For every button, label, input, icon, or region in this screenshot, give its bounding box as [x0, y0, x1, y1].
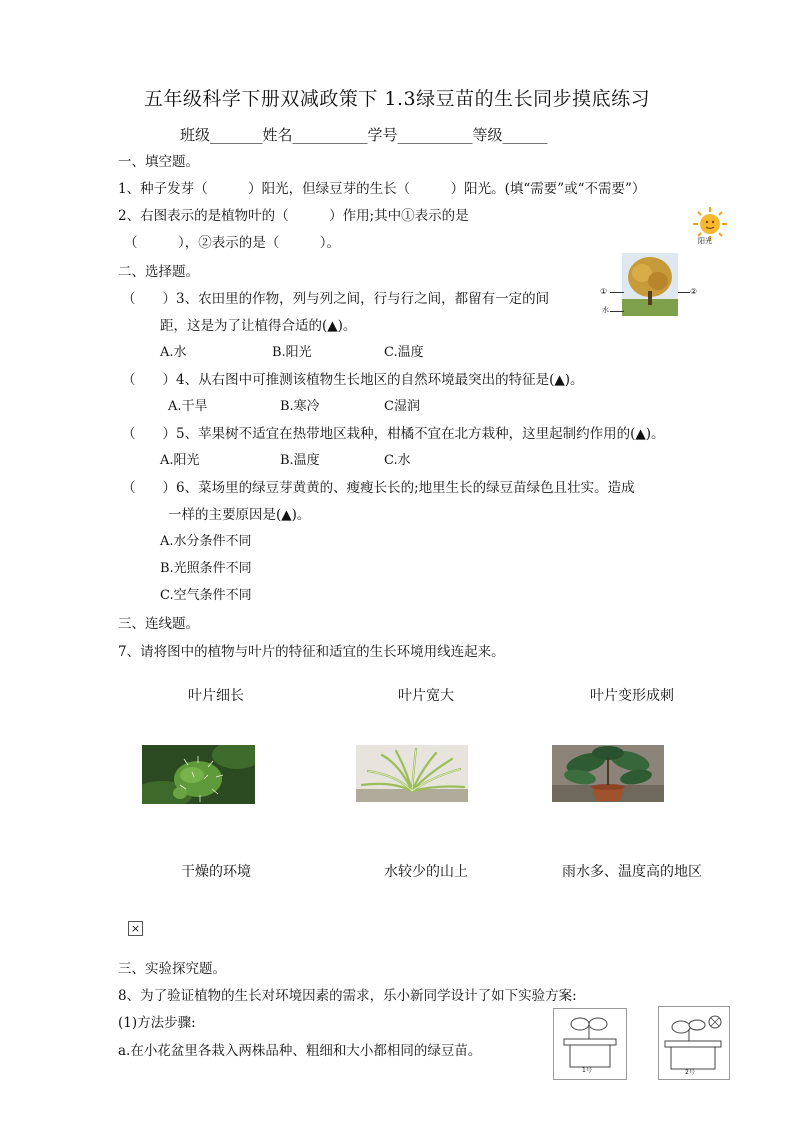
- question-8: 8、为了验证植物的生长对环境因素的需求，乐小新同学设计了如下实验方案:: [118, 988, 577, 1004]
- question-6-option-b: B.光照条件不同: [160, 561, 252, 576]
- tree-marker-2: ②: [690, 287, 698, 296]
- sun-label: 阳光: [698, 237, 712, 245]
- question-5-option-b: B.温度: [280, 453, 320, 468]
- page-title: 五年级科学下册双减政策下 1.3绿豆苗的生长同步摸底练习: [143, 88, 651, 110]
- question-3-option-b: B.阳光: [272, 345, 312, 360]
- environment-rainy-hot: 雨水多、温度高的地区: [562, 864, 702, 880]
- leaf-feature-spines: 叶片变形成刺: [590, 688, 674, 704]
- question-3-option-c: C.温度: [384, 345, 424, 360]
- question-3-line-2: 距，这是为了让植得合适的(▲)。: [160, 318, 357, 334]
- question-6-line-2: 一样的主要原因是(▲)。: [168, 507, 311, 523]
- question-6-option-c: C.空气条件不同: [160, 588, 252, 603]
- question-2-line-2: （ ），②表示的是（ ）。: [124, 235, 340, 251]
- student-info-line: 班级_______姓名__________学号__________等级______: [180, 126, 548, 144]
- spider-plant-photo: [356, 745, 468, 802]
- question-5: （ ）5、苹果树不适宜在热带地区栽种，柑橘不宜在北方栽种，这里起制约作用的(▲)。: [122, 426, 665, 442]
- question-2-line-1: 2、右图表示的是植物叶的（ ）作用;其中①表示的是: [118, 208, 469, 224]
- question-4-option-c: C湿润: [384, 399, 420, 414]
- question-5-option-a: A.阳光: [160, 453, 200, 468]
- pot-1-label: 1号: [582, 1067, 592, 1074]
- question-4: （ ）4、从右图中可推测该植物生长地区的自然环境最突出的特征是(▲)。: [122, 372, 584, 388]
- autumn-tree-photo: [622, 253, 678, 316]
- pot-2-label: 2号: [685, 1069, 695, 1076]
- question-7: 7、请将图中的植物与叶片的特征和适宜的生长环境用线连起来。: [118, 644, 505, 660]
- question-3-line-1: （ ）3、农田里的作物，列与列之间，行与行之间，都留有一定的间: [122, 291, 550, 307]
- section-heading-experiment: 三、实验探究题。: [118, 961, 226, 977]
- question-6-option-a: A.水分条件不同: [160, 534, 252, 549]
- tree-marker-water-line: [610, 311, 624, 312]
- pot-diagram-1: [553, 1008, 627, 1080]
- method-steps-label: (1)方法步骤:: [118, 1015, 196, 1031]
- leaf-feature-narrow: 叶片细长: [188, 688, 244, 704]
- section-heading-matching: 三、连线题。: [118, 616, 199, 632]
- broken-image-icon: ×: [128, 921, 143, 936]
- step-a: a.在小花盆里各栽入两株品种、粗细和大小都相同的绿豆苗。: [118, 1043, 482, 1059]
- tree-marker-1: ①: [600, 287, 608, 296]
- question-1: 1、种子发芽（ ）阳光，但绿豆芽的生长（ ）阳光。(填“需要”或“不需要”）: [118, 181, 646, 197]
- tree-marker-2-line: [678, 292, 690, 293]
- question-6-line-1: （ ）6、菜场里的绿豆芽黄黄的、瘦瘦长长的;地里生长的绿豆苗绿色且壮实。造成: [122, 480, 635, 496]
- tree-marker-1-line: [610, 292, 624, 293]
- cactus-photo: [142, 745, 255, 804]
- question-4-option-a: A.干旱: [168, 399, 208, 414]
- section-heading-multiple-choice: 二、选择题。: [118, 264, 199, 280]
- pot-diagram-2: [658, 1006, 730, 1080]
- question-5-option-c: C.水: [384, 453, 411, 468]
- question-4-option-b: B.寒冷: [280, 399, 320, 414]
- environment-mountain: 水较少的山上: [384, 864, 468, 880]
- environment-dry: 干燥的环境: [181, 864, 251, 880]
- section-heading-fill-blank: 一、填空题。: [118, 154, 199, 170]
- question-3-option-a: A.水: [160, 345, 187, 360]
- rubber-plant-photo: [552, 745, 664, 802]
- tree-marker-water: 水: [602, 306, 609, 314]
- leaf-feature-broad: 叶片宽大: [398, 688, 454, 704]
